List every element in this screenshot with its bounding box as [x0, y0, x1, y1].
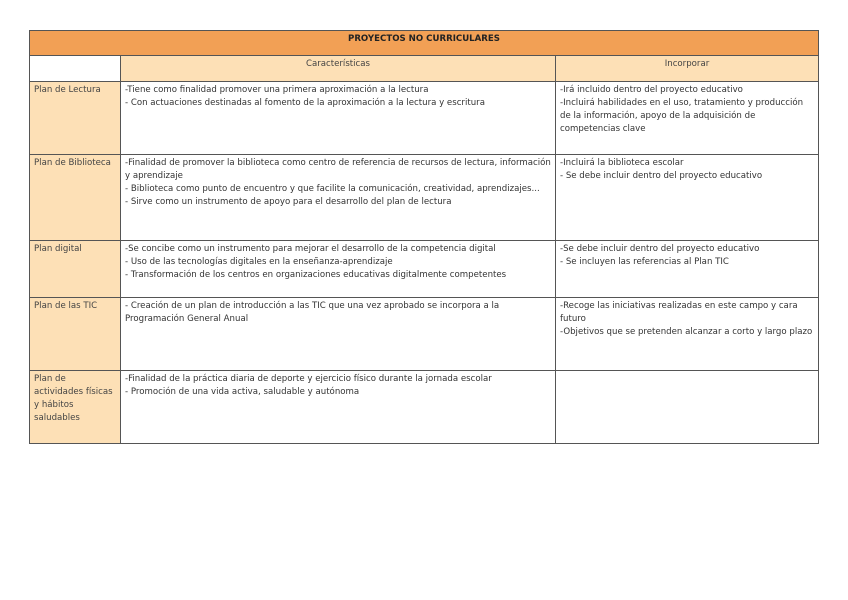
table-row: [30, 298, 819, 371]
text-line: - Se incluyen las referencias al Plan TIC: [560, 256, 729, 267]
table-row: [30, 82, 819, 155]
incorporar-cell: [556, 298, 819, 371]
table-row: [30, 155, 819, 241]
row-label: Plan de Biblioteca: [30, 155, 121, 241]
text-line: - Con actuaciones destinadas al fomento de la aproximación a la lectura y escritura: [125, 97, 485, 108]
text-line: - Promoción de una vida activa, saludable y autónoma: [125, 386, 360, 397]
incorporar-cell: [556, 241, 819, 298]
row-label: Plan digital: [30, 241, 121, 298]
table-row: [30, 371, 819, 444]
table-header-row: [30, 56, 819, 82]
row-label: Plan de Lectura: [30, 82, 121, 155]
projects-table: [29, 30, 819, 444]
incorporar-cell: [556, 371, 819, 444]
text-line: -Irá incluido dentro del proyecto educativo: [560, 85, 743, 95]
row-label: Plan de las TIC: [30, 298, 121, 371]
table-row: [30, 241, 819, 298]
text-line: -Finalidad de promover la biblioteca como centro de referencia de recursos de lectura, información y aprendizaje: [125, 158, 551, 181]
row-label: Plan de actividades físicas y hábitos saludables: [30, 371, 121, 444]
header-empty-cell: [30, 56, 121, 82]
text-line: - Biblioteca como punto de encuentro y que facilite la comunicación, creatividad, aprendizajes...: [125, 183, 540, 194]
text-line: -Finalidad de la práctica diaria de deporte y ejercicio físico durante la jornada escolar: [125, 374, 492, 384]
text-line: - Sirve como un instrumento de apoyo para el desarrollo del plan de lectura: [125, 196, 452, 207]
caracteristicas-cell: [121, 241, 556, 298]
incorporar-cell: [556, 155, 819, 241]
incorporar-cell: [556, 82, 819, 155]
caracteristicas-cell: [121, 155, 556, 241]
text-line: -Se debe incluir dentro del proyecto educativo: [560, 244, 760, 254]
caracteristicas-cell: [121, 82, 556, 155]
text-line: -Objetivos que se pretenden alcanzar a corto y largo plazo: [560, 326, 813, 337]
text-line: -Incluirá habilidades en el uso, tratamiento y producción de la información, apoyo de la adquisición de competencias clave: [560, 97, 804, 134]
text-line: -Recoge las iniciativas realizadas en este campo y cara futuro: [560, 301, 798, 324]
text-line: - Uso de las tecnologías digitales en la enseñanza-aprendizaje: [125, 256, 393, 267]
header-caracteristicas: Características: [121, 56, 556, 82]
text-line: - Se debe incluir dentro del proyecto educativo: [560, 170, 763, 181]
text-line: -Tiene como finalidad promover una primera aproximación a la lectura: [125, 85, 429, 95]
caracteristicas-cell: [121, 298, 556, 371]
header-incorporar: Incorporar: [556, 56, 819, 82]
text-line: -Se concibe como un instrumento para mejorar el desarrollo de la competencia digital: [125, 244, 496, 254]
text-line: - Transformación de los centros en organizaciones educativas digitalmente competentes: [125, 269, 507, 280]
table-title: PROYECTOS NO CURRICULARES: [30, 31, 819, 56]
caracteristicas-cell: [121, 371, 556, 444]
text-line: - Creación de un plan de introducción a las TIC que una vez aprobado se incorpora a la Programación General Anual: [125, 301, 500, 324]
table-title-row: [30, 31, 819, 56]
text-line: -Incluirá la biblioteca escolar: [560, 158, 684, 168]
